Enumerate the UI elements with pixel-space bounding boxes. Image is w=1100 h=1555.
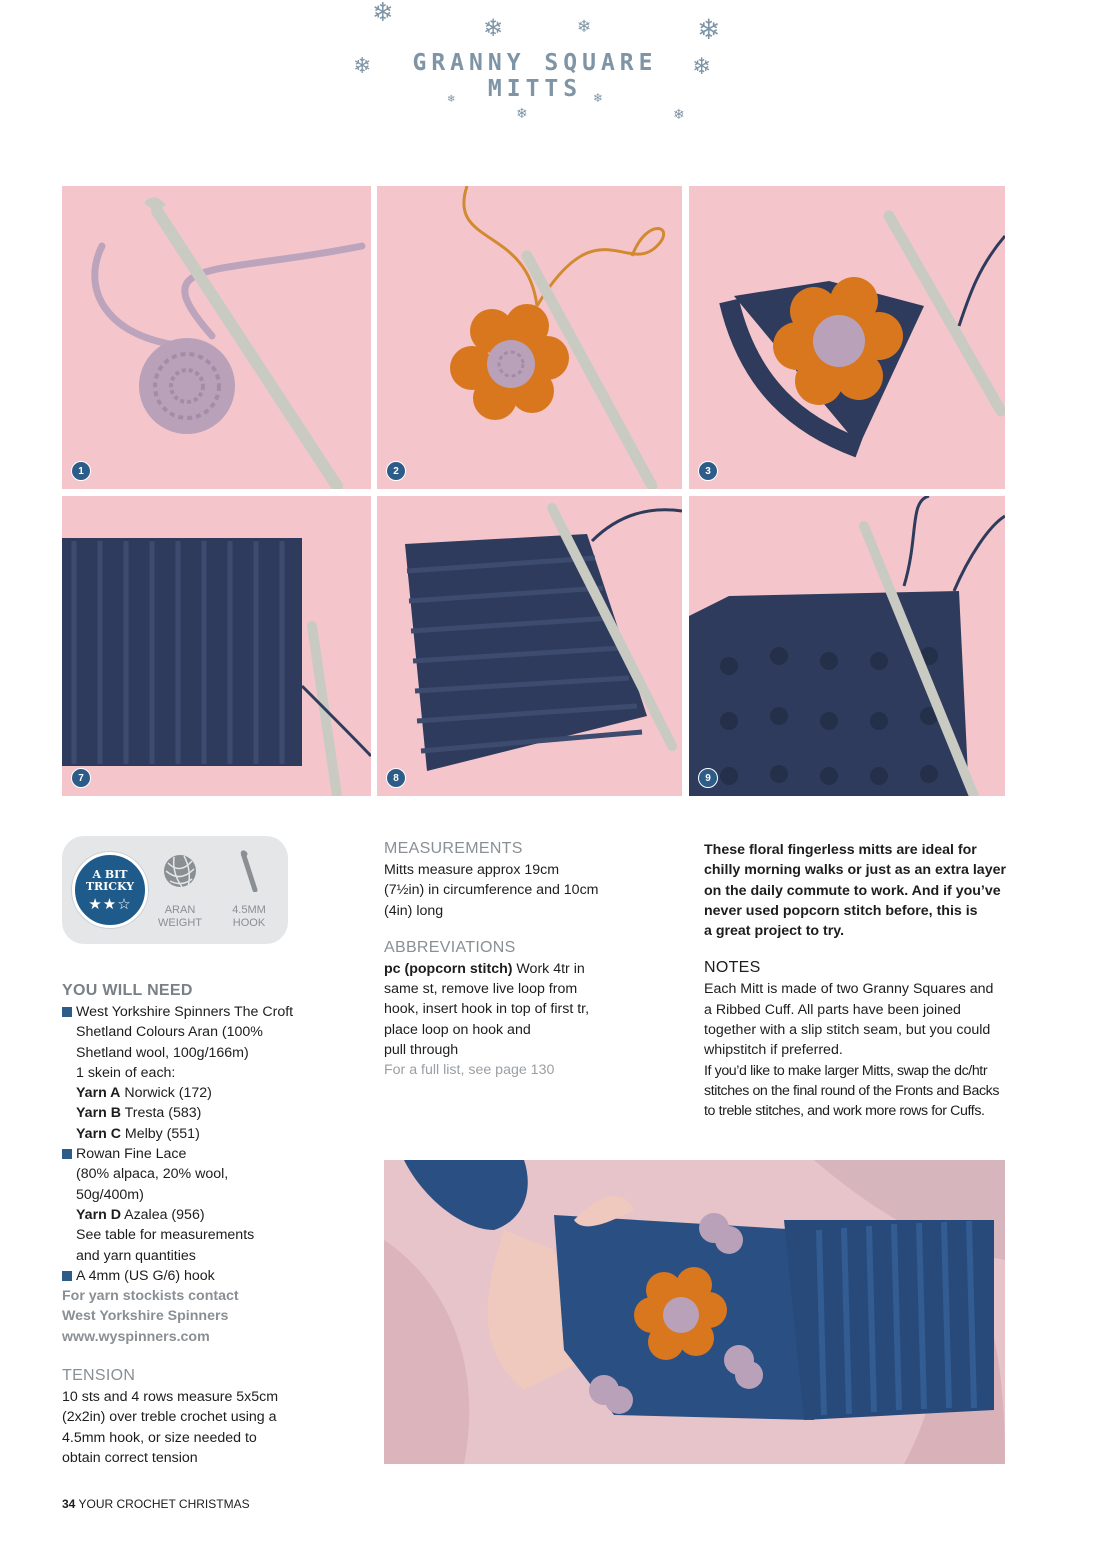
step-7-illustration	[62, 496, 371, 796]
intro-text: These floral fingerless mitts are ideal for	[704, 842, 977, 858]
step-number-badge: 3	[698, 461, 718, 481]
material-text: and yarn quantities	[76, 1247, 196, 1264]
abbreviations-heading: ABBREVIATIONS	[384, 938, 516, 956]
difficulty-label-line1: A BIT	[92, 868, 128, 881]
snowflake-icon: ❄	[673, 107, 685, 123]
notes-text: whipstitch if preferred.	[704, 1042, 843, 1059]
snowflake-icon: ❄	[447, 94, 456, 105]
notes-text: a Ribbed Cuff. All parts have been joined	[704, 1001, 961, 1018]
intro-text: chilly morning walks or just as an extra layer	[704, 862, 1006, 879]
notes-heading: NOTES	[704, 959, 761, 977]
material-text: A 4mm (US G/6) hook	[76, 1267, 215, 1284]
step-3-illustration	[689, 186, 1005, 489]
yarn-c-line	[76, 1124, 312, 1144]
difficulty-badge	[72, 852, 148, 928]
tension-section	[62, 1367, 312, 1468]
intro-paragraph	[704, 840, 1014, 941]
step-8-illustration	[377, 496, 682, 796]
step-photo-1	[62, 186, 371, 489]
list-item	[62, 1266, 312, 1286]
yarn-d-line	[76, 1205, 312, 1225]
intro-text: on the daily commute to work. And if you’ve	[704, 882, 1001, 899]
publication-name: YOUR CROCHET CHRISTMAS	[75, 1497, 250, 1511]
measurements-heading: MEASUREMENTS	[384, 840, 523, 857]
tension-text: obtain correct tension	[62, 1449, 198, 1466]
abbreviation-text: same st, remove live loop from	[384, 981, 578, 998]
crochet-hook-icon	[219, 848, 279, 894]
material-text: (80% alpaca, 20% wool,	[76, 1166, 229, 1183]
yarn-value: Norwick (172)	[120, 1085, 212, 1102]
snowflake-icon: ❄	[692, 54, 712, 80]
snowflake-icon: ❄	[577, 17, 592, 37]
tension-text: (2x2in) over treble crochet using a	[62, 1409, 277, 1426]
tension-text: 4.5mm hook, or size needed to	[62, 1429, 257, 1446]
snowflake-icon: ❄	[593, 91, 604, 105]
material-text: West Yorkshire Spinners The Croft	[76, 1004, 294, 1020]
measurements-column	[384, 840, 619, 1099]
step-number-badge: 9	[698, 768, 718, 788]
tension-heading: TENSION	[62, 1367, 136, 1385]
step-number-badge: 7	[71, 768, 91, 788]
page-header	[0, 0, 1100, 130]
page-title: GRANNY SQUARE MITTS	[412, 50, 658, 102]
measurements-text: (4in) long	[384, 902, 444, 919]
materials-column	[62, 982, 312, 1486]
page-number: 34	[62, 1497, 76, 1511]
yarn-weight-line2: WEIGHT	[158, 917, 202, 929]
abbreviations-section	[384, 939, 619, 1081]
notes-text: Each Mitt is made of two Granny Squares and	[704, 981, 994, 998]
tension-text: 10 sts and 4 rows measure 5x5cm	[62, 1389, 279, 1406]
snowflake-icon: ❄	[483, 14, 504, 42]
you-will-need-section	[62, 982, 312, 1347]
hook-size-line1: 4.5MM	[232, 904, 266, 916]
finished-mitt-illustration	[384, 1160, 1005, 1464]
material-text: Shetland wool, 100g/166m)	[76, 1044, 249, 1061]
stockist-info	[62, 1286, 312, 1347]
snowflake-icon: ❄	[353, 54, 372, 79]
yarn-value: Tresta (583)	[120, 1105, 202, 1122]
material-text: Rowan Fine Lace	[76, 1146, 187, 1163]
step-photo-9	[689, 496, 1005, 796]
finished-mitt-photo	[384, 1160, 1005, 1464]
square-bullet-icon	[62, 1149, 72, 1159]
difficulty-label-line2: TRICKY	[85, 880, 135, 893]
step-photo-3	[689, 186, 1005, 489]
page-footer	[62, 1497, 250, 1511]
yarn-label: Yarn C	[76, 1125, 121, 1142]
snowflake-icon: ❄	[516, 106, 528, 122]
material-text: 50g/400m)	[76, 1186, 144, 1203]
square-bullet-icon	[62, 1007, 72, 1017]
material-text: 1 skein of each:	[76, 1064, 176, 1081]
material-text: Shetland Colours Aran (100%	[76, 1024, 263, 1041]
step-photo-8	[377, 496, 682, 796]
step-2-illustration	[377, 186, 682, 489]
step-9-illustration	[689, 496, 1005, 796]
measurements-section	[384, 840, 619, 921]
square-bullet-icon	[62, 1271, 72, 1281]
step-number-badge: 8	[386, 768, 406, 788]
list-item	[62, 1002, 312, 1144]
yarn-value: Melby (551)	[120, 1125, 200, 1142]
measurements-text: Mitts measure approx 19cm	[384, 862, 560, 878]
stockist-text: For yarn stockists contact	[62, 1288, 239, 1305]
yarn-label: Yarn A	[76, 1085, 121, 1102]
intro-text: a great project to try.	[704, 923, 845, 940]
step-photo-7	[62, 496, 371, 796]
intro-text: never used popcorn stitch before, this is	[704, 902, 978, 919]
snowflake-icon: ❄	[372, 0, 394, 28]
abbreviation-term: pc (popcorn stitch)	[384, 960, 513, 977]
step-number-badge: 2	[386, 461, 406, 481]
step-photo-2	[377, 186, 682, 489]
yarn-label: Yarn D	[76, 1206, 121, 1223]
hook-size-spec	[219, 848, 279, 930]
difficulty-panel	[62, 836, 288, 944]
difficulty-label	[75, 869, 145, 893]
abbreviation-definition	[384, 959, 619, 979]
material-text: See table for measurements	[76, 1227, 255, 1244]
list-item	[62, 1144, 312, 1266]
stockist-link[interactable]: www.wyspinners.com	[62, 1328, 210, 1345]
yarn-label: Yarn B	[76, 1105, 121, 1122]
yarn-value: Azalea (956)	[120, 1206, 205, 1223]
abbreviation-text: hook, insert hook in top of first tr,	[384, 1001, 590, 1018]
abbreviation-text: place loop on hook and	[384, 1021, 531, 1038]
yarn-weight-spec	[150, 848, 210, 930]
yarn-a-line	[76, 1083, 312, 1103]
you-will-need-heading: YOU WILL NEED	[62, 982, 193, 999]
yarn-ball-icon	[150, 848, 210, 894]
difficulty-stars: ★★☆	[88, 896, 132, 913]
yarn-weight-line1: ARAN	[164, 904, 196, 916]
notes-text: to treble stitches, and work more rows for Cuffs.	[704, 1103, 985, 1120]
snowflake-icon: ❄	[697, 13, 721, 46]
yarn-b-line	[76, 1103, 312, 1123]
notes-section	[704, 959, 1014, 1121]
abbreviation-text: Work 4tr in	[512, 960, 585, 977]
notes-text: If you’d like to make larger Mitts, swap the dc/htr	[704, 1062, 988, 1079]
abbreviation-text: pull through	[384, 1042, 459, 1059]
notes-text: stitches on the final round of the Fronts and Backs	[704, 1082, 1000, 1099]
intro-notes-column	[704, 840, 1014, 1140]
stockist-text: West Yorkshire Spinners	[62, 1308, 229, 1325]
measurements-text: (7½in) in circumference and 10cm	[384, 882, 599, 899]
full-list-reference: For a full list, see page 130	[384, 1062, 555, 1079]
notes-text: together with a slip stitch seam, but you could	[704, 1022, 991, 1039]
hook-size-line2: HOOK	[232, 917, 266, 929]
step-1-illustration	[62, 186, 371, 489]
step-number-badge: 1	[71, 461, 91, 481]
